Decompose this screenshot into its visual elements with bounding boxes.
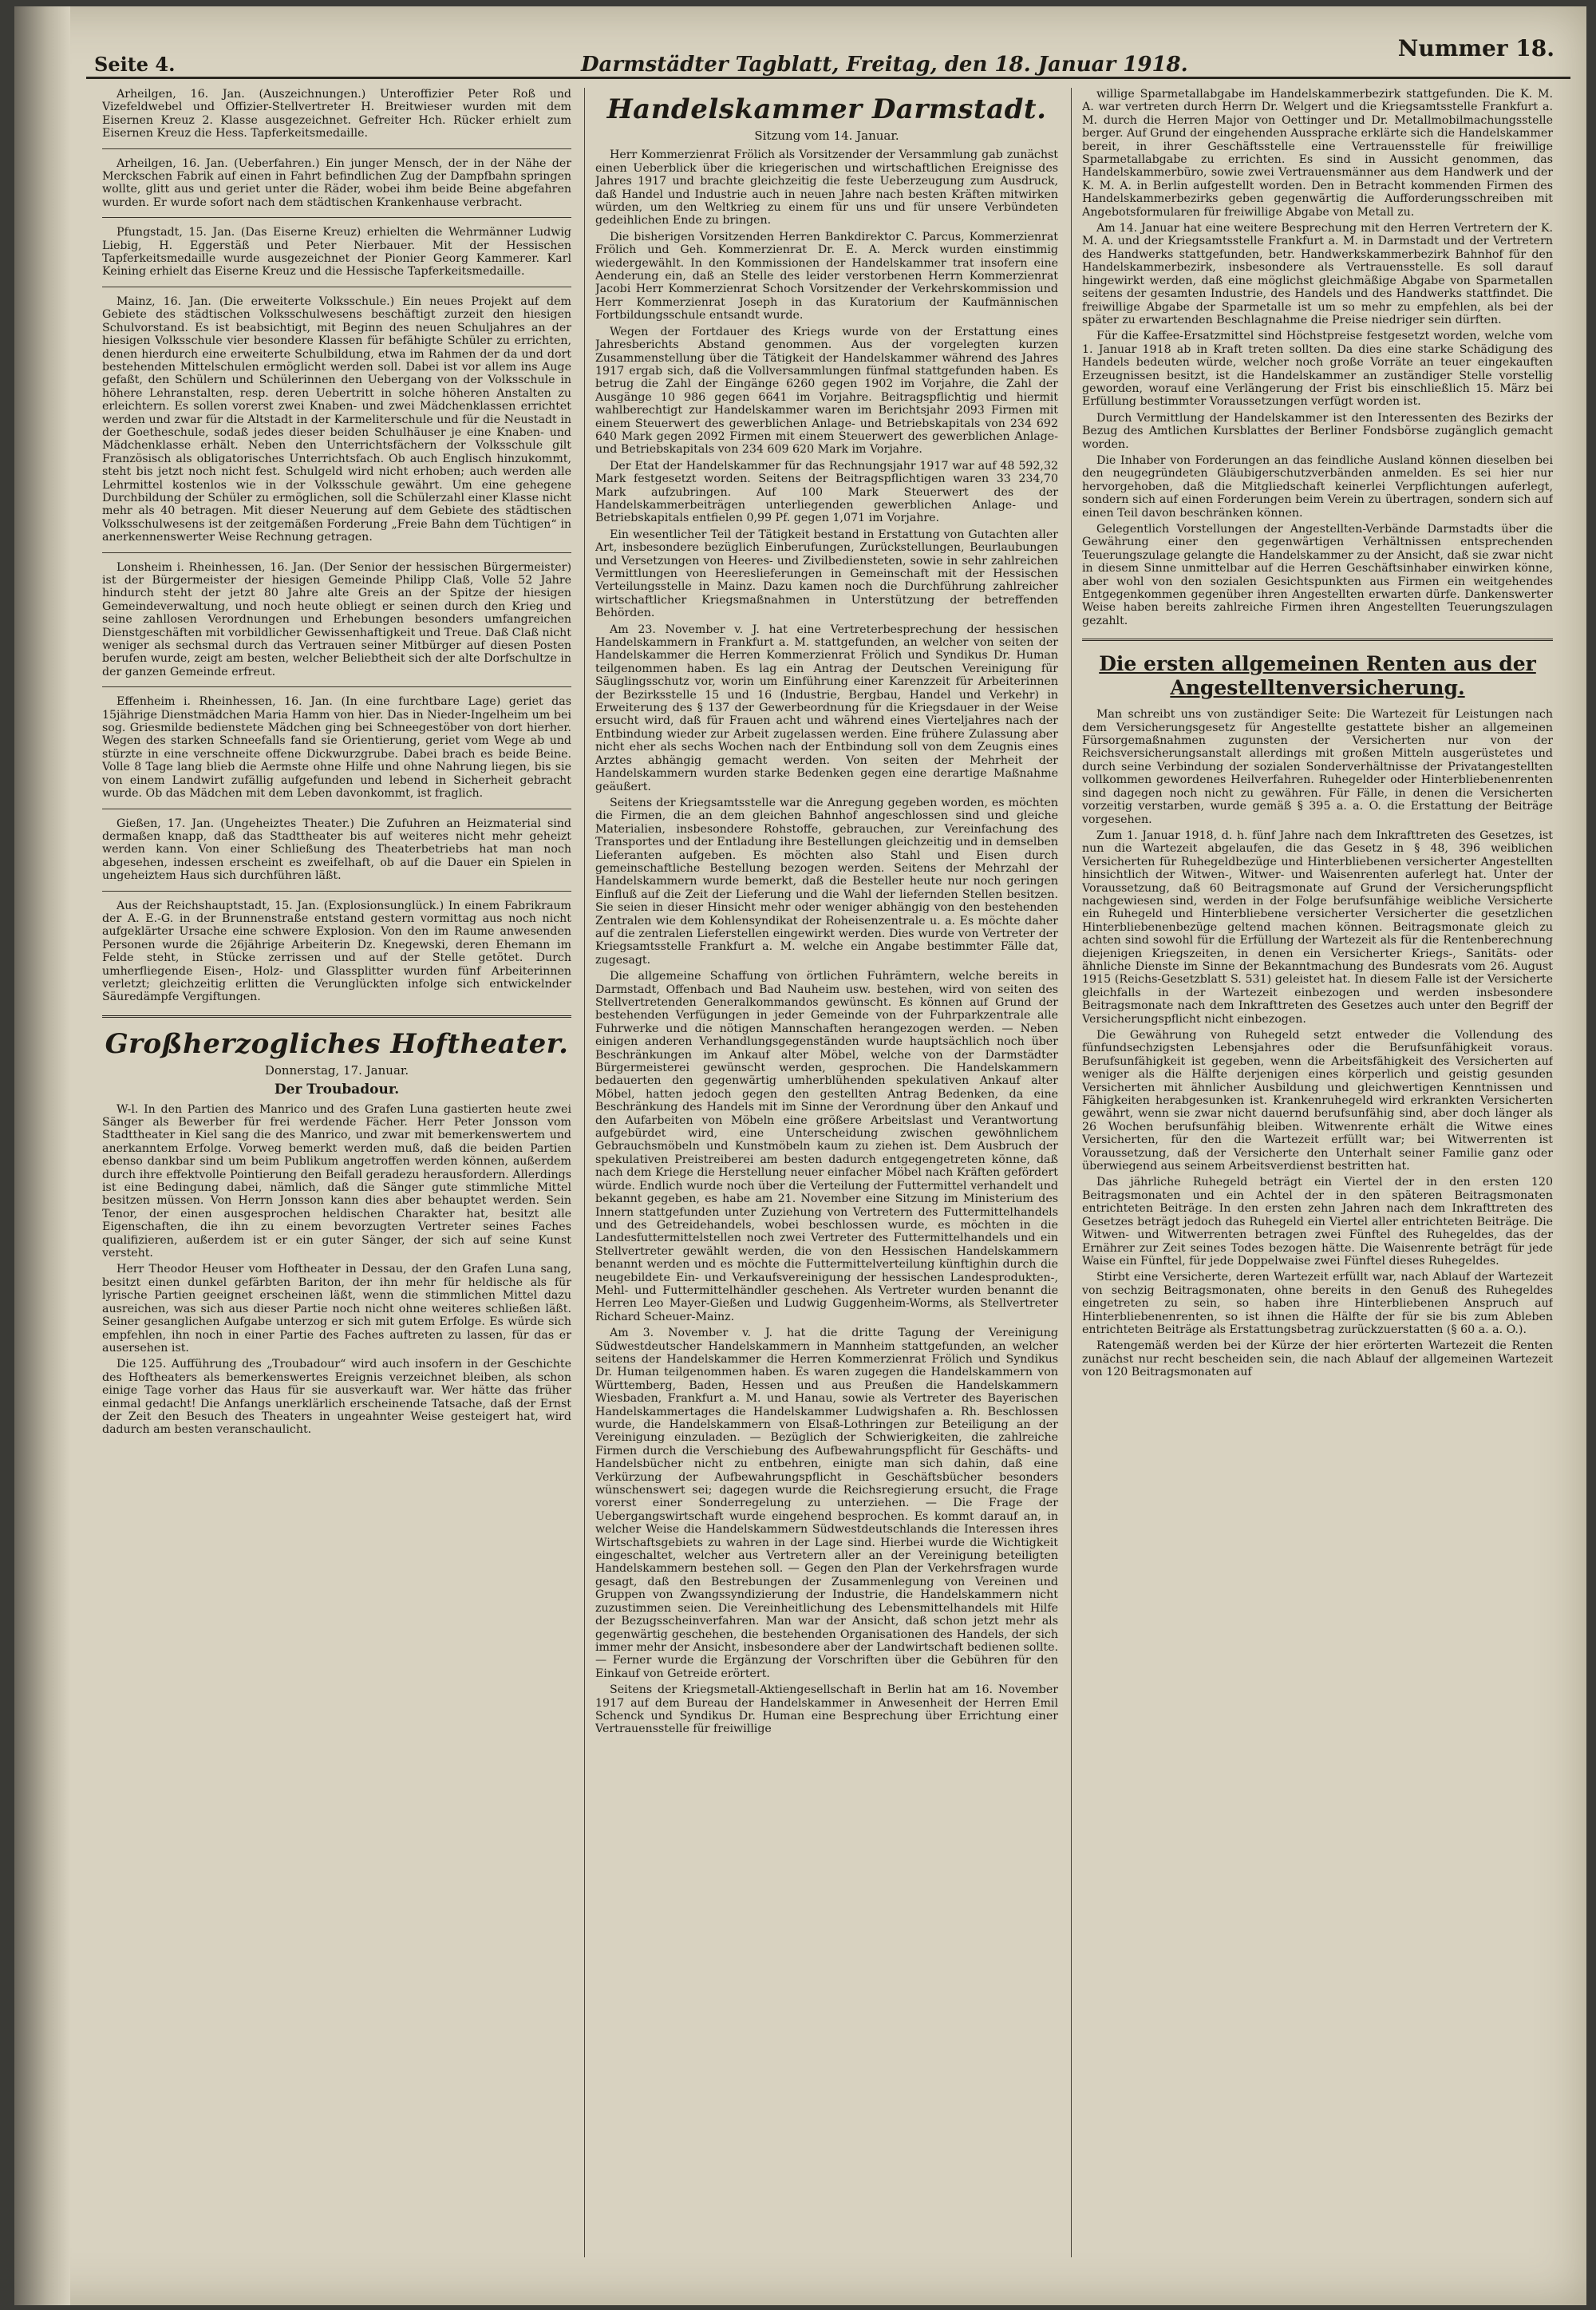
column-rule xyxy=(1071,88,1072,2257)
article-paragraph: willige Sparmetallabgabe im Handelskammerbezirk stattgefunden. Die K. M. A. war vertreten durch Herrn Dr. Welgert und die Kriegsamtsstelle Frankfurt a. M. durch die Herren Major von Oettinger und Dr. Metallmobilmachungsstelle berger. Auf Grund der eingehenden Aussprache erklärte sich die Handelskammer bereit, in ihrer Geschäftsstelle eine Vertrauensstelle für freiwillige Sparmetallabgabe zu errichten. Es sind in Aussicht genommen, das Handelskammerbüro, sowie zwei Vertrauensmänner aus dem Handwerk und der K. M. A. in Berlin aufgestellt worden. Den in Betracht kommenden Firmen des Handelskammerbezirks geben gegenwärtig die Aufforderungsschreiben mit Angebotsformularen für freiwillige Abgabe von Metall zu. xyxy=(1082,88,1553,219)
article-paragraph: Der Etat der Handelskammer für das Rechnungsjahr 1917 war auf 48 592,32 Mark festgesetzt worden. Seitens der Beitragspflichtigen waren 33 234,70 Mark aufzubringen. Auf 100 Mark Steuerwert des der Handelskammerbeiträgen unterliegenden gewerblichen Anlage- und Betriebskapitals entfielen 0,99 Pf. gegen 1,071 im Vorjahre. xyxy=(595,459,1058,525)
news-item: Pfungstadt, 15. Jan. (Das Eiserne Kreuz) erhielten die Wehrmänner Ludwig Liebig, H. Eggerstäß und Peter Nierbauer. Mit der Hessischen Tapferkeitsmedaille wurde ausgezeichnet der Pionier Georg Kammerer. Karl Keining erhielt das Eiserne Kreuz und die Hessische Tapferkeitsmedaille. xyxy=(102,226,571,279)
article-title: Die ersten allgemeinen Renten aus der Angestelltenversicherung. xyxy=(1099,652,1536,700)
article-paragraph: Die Gewährung von Ruhegeld setzt entweder die Vollendung des fünfundsechzigsten Lebensjahres oder die Berufsunfähigkeit voraus. Berufsunfähigkeit ist gegeben, wenn die Arbeitsfähigkeit des Versicherten auf weniger als die Hälfte derjenigen eines körperlich und geistig gesunden Versicherten mit ähnlicher Ausbildung und gleichwertigen Kenntnissen und Fähigkeiten herabgesunken ist. Krankenruhegeld wird erkrankten Versicherten gewährt, wenn sie zwar nicht dauernd berufsunfähig sind, aber doch länger als 26 Wochen berufsunfähig bleiben. Witwenrente erhält die Witwe eines Versicherten, für den die Wartezeit erfüllt war; bei Witwerrenten ist Voraussetzung, daß der Versicherte den Unterhalt seiner Familie ganz oder überwiegend aus seinem Arbeitsverdienst bestritten hat. xyxy=(1082,1029,1553,1173)
article-paragraph: Ratengemäß werden bei der Kürze der hier erörterten Wartezeit die Renten zunächst nur recht bescheiden sein, die nach Ablauf der allgemeinen Wartezeit von 120 Beitragsmonaten auf xyxy=(1082,1339,1553,1379)
divider xyxy=(102,552,571,553)
page-header xyxy=(86,29,1570,79)
section-title: Großherzogliches Hoftheater. xyxy=(105,1027,569,1060)
review-paragraph: Herr Theodor Heuser vom Hoftheater in Dessau, der den Grafen Luna sang, besitzt einen dunkel gefärbten Bariton, der ihn mehr für heldische als für lyrische Partien geeignet erscheinen läßt, wenn die stimmlichen Mittel dazu ausreichen, was sich aus dieser Partie noch nicht ohne weiteres schließen läßt. Seiner gesanglichen Aufgabe unterzog er sich mit gutem Erfolge. Es würde sich empfehlen, ihn noch in einer Partie des Faches auftreten zu lassen, für das er ausersehen ist. xyxy=(102,1263,571,1355)
article-paragraph: Wegen der Fortdauer des Kriegs wurde von der Erstattung eines Jahresberichts Abstand genommen. Aus der vorgelegten kurzen Zusammenstellung über die Tätigkeit der Handelskammer während des Jahres 1917 ergab sich, daß die Vollversammlungen fünfmal stattgefunden haben. Es betrug die Zahl der Eingänge 6260 gegen 1902 im Vorjahre, die Zahl der Ausgänge 10 986 gegen 6641 im Vorjahre. Beitragspflichtig und hiermit wahlberechtigt zur Handelskammer waren im Berichtsjahr 2093 Firmen mit einem Steuerwert des gewerblichen Anlage- und Betriebskapitals von 234 692 640 Mark gegen 2092 Firmen mit einem Steuerwert des gewerblichen Anlage- und Betriebskapitals von 234 609 620 Mark im Vorjahre. xyxy=(595,325,1058,457)
section-divider xyxy=(1082,639,1553,641)
review-paragraph: Die 125. Aufführung des „Troubadour“ wird auch insofern in der Geschichte des Hoftheaters als bemerkenswertes Ereignis verzeichnet bleiben, als schon einige Tage vorher das Haus für sie ausverkauft war. Wer hätte das früher einmal gedacht! Die Anfangs unerklärlich erscheinende Tatsache, daß der Ernst der Zeit den Besuch des Theaters in ungeahnter Weise gesteigert hat, wird dadurch am besten veranschaulicht. xyxy=(102,1358,571,1437)
column-rule xyxy=(584,88,585,2257)
issue-number: Nummer 18. xyxy=(1397,35,1555,61)
column-right xyxy=(1082,88,1553,2257)
column-left xyxy=(102,88,571,2257)
article-paragraph: Für die Kaffee-Ersatzmittel sind Höchstpreise festgesetzt worden, welche vom 1. Januar 1918 ab in Kraft treten sollten. Da dies eine starke Schädigung des Handels bedeuten würde, welcher noch große Vorräte an teuer eingekauften Erzeugnissen besitzt, ist die Handelskammer an zuständiger Stelle vorstellig geworden, worauf eine Verlängerung der Frist bis einschließlich 15. März bei Erfüllung bestimmter Voraussetzungen verfügt worden ist. xyxy=(1082,330,1553,409)
play-title: Der Troubadour. xyxy=(274,1082,400,1098)
news-item: Aus der Reichshauptstadt, 15. Jan. (Explosionsunglück.) In einem Fabrikraum der A. E.-G. in der Brunnenstraße entstand gestern vormittag aus noch nicht aufgeklärter Ursache eine schwere Explosion. Von den im Raume anwesenden Personen wurde die 26jährige Arbeiterin Dz. Knegewski, deren Ehemann im Felde steht, in Stücke zerrissen und auf der Stelle getötet. Durch umherfliegende Eisen-, Holz- und Glassplitter wurden fünf Arbeiterinnen verletzt; gleichzeitig erlitten die Verunglückten infolge sich entwickelnder Säuredämpfe Vergiftungen. xyxy=(102,899,571,1004)
article-paragraph: Am 14. Januar hat eine weitere Besprechung mit den Herren Vertretern der K. M. A. und der Kriegsamtsstelle Frankfurt a. M. in Darmstadt und der Vertretern des Handwerks stattgefunden, betr. Handwerkskammerbezirk Bahnhof für den Handelskammerbezirk, insbesondere als Vertrauensstelle. Es soll darauf hingewirkt werden, daß eine möglichst gleichmäßige Abgabe von Sparmetallen seitens der gesamten Industrie, des Handels und des Handwerks stattfindet. Die freiwillige Abgabe der Sparmetalle ist um so mehr zu empfehlen, als bei der später zu erwartenden Beschlagnahme die Preise niedriger sein dürften. xyxy=(1082,222,1553,326)
masthead: Darmstädter Tagblatt, Freitag, den 18. Januar 1918. xyxy=(581,53,1188,77)
article-paragraph: Zum 1. Januar 1918, d. h. fünf Jahre nach dem Inkrafttreten des Gesetzes, ist nun die Wartezeit abgelaufen, die das Gesetz in § 48, 396 weiblichen Versicherten für Ruhegeldbezüge und Hinterbliebenen versicherter Angestellten hinsichtlich der Witwen-, Witwer- und Waisenrenten auferlegt hat. Unter der Voraussetzung, daß 60 Beitragsmonate auf Grund der Versicherungspflicht nachgewiesen sind, werden in der Folge berufsunfähige weibliche Versicherte ein Ruhegeld und Hinterbliebene versicherter Versicherter die gesetzlichen Hinterbliebenenbezüge geltend machen können. Beitragsmonate gleich zu achten sind sowohl für die Erfüllung der Wartezeit als für die Rentenberechnung diejenigen Kriegszeiten, in denen ein Versicherter Kriegs-, Sanitäts- oder ähnliche Dienste im Sinne der Bekanntmachung des Bundesrats vom 26. August 1915 (Reichs-Gesetzblatt S. 531) geleistet hat. In diesem Falle ist der Versicherte gleichfalls in der Wartezeit einbezogen und werden insbesondere Beitragsmonate nach dem Inkrafttreten des Gesetzes auch unter den Begriff der Versicherungspflicht nicht einbezogen. xyxy=(1082,829,1553,1026)
section-divider xyxy=(102,1015,571,1018)
column-middle xyxy=(595,88,1058,2257)
binding-spine xyxy=(14,6,70,2305)
divider xyxy=(102,891,571,892)
newspaper-page xyxy=(14,6,1586,2305)
article-paragraph: Man schreibt uns von zuständiger Seite: Die Wartezeit für Leistungen nach dem Versicherungsgesetz für Angestellte gestattete bisher an allgemeinen Fürsorgemaßnahmen zugunsten der Versicherten nur von der Reichsversicherungsanstalt allerdings mit großen Mitteln ausgerüstetes und durch seine Verbindung der sozialen Sonderverhältnisse der Privatangestellten vollkommen gewordenes Heilverfahren. Ruhegelder oder Hinterbliebenenrenten sind dagegen noch nicht zu gewähren. Für Fälle, in denen die Versicherten vorzeitig verstarben, wurde gemäß § 395 a. a. O. die Erstattung der Beiträge vorgesehen. xyxy=(1082,708,1553,826)
news-item: Gießen, 17. Jan. (Ungeheiztes Theater.) Die Zufuhren an Heizmaterial sind dermaßen knapp, daß das Stadttheater bis auf weiteres nicht mehr geheizt werden kann. Von einer Schließung des Theaterbetriebs hat man noch abgesehen, indessen erscheint es zweifelhaft, ob auf die Dauer ein Spielen in ungeheiztem Haus sich durchführen läßt. xyxy=(102,817,571,883)
divider xyxy=(102,148,571,149)
page-number: Seite 4. xyxy=(94,53,176,76)
article-paragraph: Ein wesentlicher Teil der Tätigkeit bestand in Erstattung von Gutachten aller Art, insbesondere bezüglich Einberufungen, Zurückstellungen, Beurlaubungen und Versetzungen von Heeres- und Zivilbediensteten, sowie in sehr zahlreichen Vermittlungen von Heereslieferungen in Gemeinschaft mit der Hessischen Verteilungsstelle in Mainz. Dazu kamen noch die Durchführung zahlreicher wirtschaftlicher Kriegsmaßnahmen in Unterstützung der betreffenden Behörden. xyxy=(595,528,1058,620)
article-paragraph: Gelegentlich Vorstellungen der Angestellten-Verbände Darmstadts über die Gewährung einer den gegenwärtigen Verhältnissen entsprechenden Teuerungszulage gelangte die Handelskammer zu der Ansicht, daß sie zwar nicht in diesem Sinne unmittelbar auf die Herren Geschäftsinhaber einwirken könne, aber wohl von den sozialen Gesichtspunkten aus Firmen ein weitgehendes Entgegenkommen gegenüber ihren Angestellten erwarten dürfe. Dankenswerter Weise haben bereits zahlreiche Firmen ihren Angestellten Teuerungszulagen gezahlt. xyxy=(1082,523,1553,627)
article-paragraph: Seitens der Kriegsamtsstelle war die Anregung gegeben worden, es möchten die Firmen, die an dem gleichen Bahnhof angeschlossen sind und gleiche Materialien, insbesondere Rohstoffe, gebrauchen, zur Vereinfachung des Transportes und der Entladung ihre Bestellungen gleichzeitig und in demselben Lieferanten aufgeben. Es möchten also Stahl und Eisen durch gemeinschaftliche Bestellung bezogen werden. Seitens der Mehrzahl der Handelskammern wurde bemerkt, daß die Besteller heute nur noch geringen Einfluß auf die Zeit der Lieferung und die Wahl der liefernden Stellen besitzen. Sie seien in dieser Hinsicht mehr oder weniger abhängig von den bestehenden Zentralen wie dem Kohlensyndikat der Roheisenzentrale u. a. Es möchte daher auf die zentralen Lieferstellen eingewirkt werden. Dies wurde von Vertreter der Kriegsamtsstelle Frankfurt a. M. welche ein Angabe bestimmter Fälle dat, zugesagt. xyxy=(595,796,1058,967)
article-paragraph: Die bisherigen Vorsitzenden Herren Bankdirektor C. Parcus, Kommerzienrat Frölich und Geh. Kommerzienrat Dr. E. A. Merck wurden einstimmig wiedergewählt. In den Kommissionen der Handelskammer trat insofern eine Aenderung ein, daß an Stelle des leider verstorbenen Herrn Kommerzienrat Jacobi Herr Kommerzienrat Schoch Vorsitzender der Verkehrskommission und Herr Kommerzienrat Joseph in das Kuratorium der Kaufmännischen Fortbildungsschule entsandt wurde. xyxy=(595,230,1058,322)
news-item: Arheilgen, 16. Jan. (Auszeichnungen.) Unteroffizier Peter Roß und Vizefeldwebel und Offizier-Stellvertreter H. Breitwieser wurden mit dem Eisernen Kreuz 2. Klasse ausgezeichnet. Gefreiter Hch. Rücker erhielt zum Eisernen Kreuz die Hess. Tapferkeitsmedaille. xyxy=(102,88,571,140)
article-paragraph: Stirbt eine Versicherte, deren Wartezeit erfüllt war, nach Ablauf der Wartezeit von sechzig Beitragsmonaten, ohne bereits in den Genuß des Ruhegeldes eingetreten zu sein, so haben ihre Hinterbliebenen Anspruch auf Hinterbliebenenrenten, so ist ihnen die Hälfte der für sie bis zum Ableben entrichteten Beiträge als Erstattungsbetrag zurückzuerstatten (§ 60 a. a. O.). xyxy=(1082,1271,1553,1336)
divider xyxy=(102,686,571,687)
news-item: Mainz, 16. Jan. (Die erweiterte Volksschule.) Ein neues Projekt auf dem Gebiete des städtischen Volksschulwesens beschäftigt zurzeit den hiesigen Schulvorstand. Es ist beabsichtigt, mit Beginn des neuen Schuljahres an der hiesigen Volksschule vier besondere Klassen für befähigte Schüler zu errichten, denen hierdurch eine erweiterte Schulbildung, etwa im Rahmen der da und dort bestehenden Mittelschulen ermöglicht werden soll. Dabei ist vor allem ins Auge gefaßt, den Schülern und Schülerinnen den Uebergang von der Volksschule in höhere Lehranstalten, resp. deren Uebertritt in solche höheren Anstalten zu erleichtern. Es sollen vorerst zwei Knaben- und zwei Mädchenklassen errichtet werden und zwar für die Altstadt in der Karmeliterschule und für die Neustadt in der Goetheschule, sodaß jedes dieser beiden Schulhäuser je eine Knaben- und Mädchenklasse erhält. Neben den Unterrichtsfächern der Volksschule gilt Französisch als obligatorisches Unterrichtsfach. Ob auch Englisch hinzukommt, steht bis jetzt noch nicht fest. Schulgeld wird nicht erhoben; auch werden alle Lehrmittel kostenlos wie in der Volksschule gewährt. Um eine gehegene Durchbildung der Schüler zu ermöglichen, soll die Schülerzahl einer Klasse nicht mehr als 40 betragen. Mit dieser Neuerung auf dem Gebiete des städtischen Volksschulwesens ist der zeitgemäßen Forderung „Freie Bahn dem Tüchtigen“ in anerkennenswerter Weise Rechnung getragen. xyxy=(102,295,571,544)
news-item: Effenheim i. Rheinhessen, 16. Jan. (In eine furchtbare Lage) geriet das 15jährige Dienstmädchen Maria Hamm von hier. Das in Nieder-Ingelheim um bei sog. Griesmilde bedienstete Mädchen ging bei Schneegestöber von dort hierher. Wegen des starken Schneefalls fand sie Orientierung, geriet vom Wege ab und stürzte in eine verschneite offene Dickwurzgrube. Dabei brach es beide Beine. Volle 8 Tage lang blieb die Aermste ohne Hilfe und ohne Nahrung liegen, bis sie von einem Landwirt zufällig aufgefunden und lebend in Sicherheit gebracht wurde. Ob das Mädchen mit dem Leben davonkommt, ist fraglich. xyxy=(102,695,571,801)
section-date: Donnerstag, 17. Januar. xyxy=(264,1062,409,1078)
article-paragraph: Am 23. November v. J. hat eine Vertreterbesprechung der hessischen Handelskammern in Frankfurt a. M. stattgefunden, an welcher von seiten der Handelskammer die Herren Kommerzienrat Frölich und Syndikus Dr. Human teilgenommen haben. Es lag ein Antrag der Deutschen Vereinigung für Säuglingsschutz vor, worin um Einführung einer Karenzzeit für Arbeiterinnen der Bezirksstelle 15 und 16 (Industrie, Bergbau, Handel und Verkehr) in Erweiterung des § 137 der Gewerbeordnung für die Kriegsdauer in der Weise ersucht wird, daß für Frauen acht und während eines Vierteljahres nach der Entbindung wieder zur Arbeit zugelassen werden. Eine frühere Zulassung aber nicht eher als sechs Wochen nach der Entbindung soll von dem Zeugnis eines Arztes abhängig gemacht werden. Von seiten der Mehrheit der Handelskammern wurden starke Bedenken gegen eine derartige Maßnahme geäußert. xyxy=(595,623,1058,793)
article-paragraph: Die Inhaber von Forderungen an das feindliche Ausland können dieselben bei den neugegründeten Gläubigerschutzverbänden anmelden. Es sei hier nur hervorgehoben, daß die Mitgliedschaft keinerlei Verpflichtungen auferlegt, sondern sich auf einen Forderungen beim Verein zu übertragen, sondern sich auf einen Teil davon beschränken können. xyxy=(1082,453,1553,520)
article-paragraph: Die allgemeine Schaffung von örtlichen Fuhrämtern, welche bereits in Darmstadt, Offenbach und Bad Nauheim usw. bestehen, wird von seiten des Stellvertretenden Generalkommandos gewünscht. Es können auf Grund der bestehenden Verfügungen in jeder Gemeinde von der Fuhrparkzentrale alle Fuhrwerke und die nötigen Mannschaften herangezogen werden. — Neben einigen anderen Verhandlungsgegenständen wurde hauptsächlich noch über Beschränkungen im Ankauf alter Möbel, welche von der Darmstädter Bürgermeisterei gewünscht werden, gesprochen. Die Handelskammern bedauerten den gegenwärtig umherblühenden spekulativen Ankauf alter Möbel, hatten jedoch gegen den gestellten Antrag Bedenken, da eine Beschränkung des Handels mit im Sinne der Verordnung über den Ankauf und den Aufarbeiten von Möbeln eine größere Arbeitslast und Verantwortung aufgebürdet wird, eine Unterscheidung zwischen gewöhnlichem Gebrauchsmöbeln und Kunstmöbeln kaum zu ziehen ist. Dem Ausbruch der spekulativen Preistreiberei am besten dadurch entgegengetreten könne, daß nach dem Kriege die Herstellung neuer einfacher Möbel nach Kräften gefördert würde. Endlich wurde noch über die Verteilung der Futtermittel verhandelt und bekannt gegeben, es habe am 21. November eine Sitzung im Ministerium des Innern stattgefunden unter Zuziehung von Vertretern des Futtermittelhandels und des Getreidehandels, wobei beschlossen wurde, es möchten in die Landesfuttermittelstellen noch zwei Vertreter des Futtermittelhandels und ein Stellvertreter gewählt werden, die von den Hessischen Handelskammern benannt werden und es möchte die Futtermittelverteilung künftighin durch die neugebildete Ein- und Verkaufsvereinigung der hessischen Landesprodukten-, Mehl- und Futtermittelhändler geschehen. Als Vertreter wurden benannt die Herren Leo Mayer-Gießen und Ludwig Guggenheim-Worms, als Stellvertreter Richard Scheuer-Mainz. xyxy=(595,970,1058,1323)
article-paragraph: Am 3. November v. J. hat die dritte Tagung der Vereinigung Südwestdeutscher Handelskammern in Mannheim stattgefunden, an welcher seitens der Handelskammer die Herren Kommerzienrat Frölich und Syndikus Dr. Human teilgenommen haben. Es waren zugegen die Handelskammern von Württemberg, Baden, Hessen und aus Preußen die Handelskammern Wiesbaden, Frankfurt a. M. und Hanau, sowie als Vertreter des Bayerischen Handelskammertages die Handelskammer Ludwigshafen a. Rh. Beschlossen wurde, die Handelskammern von Elsaß-Lothringen zur Beteiligung an der Vereinigung einzuladen. — Bezüglich der Schwierigkeiten, die zahlreiche Firmen durch die Verschiebung des Aufbewahrungspflicht für Geschäfts- und Handelsbücher nicht zu entbehren, einigte man sich dahin, daß eine Verkürzung der Aufbewahrungspflicht in Geschäftsbücher besonders wünschenswert sei; dagegen wurde die Reichsregierung ersucht, die Frage vorerst einer Sonderregelung zu unterziehen. — Die Frage der Uebergangswirtschaft wurde eingehend besprochen. Es kommt darauf an, in welcher Weise die Handelskammern Südwestdeutschlands die Interessen ihres Wirtschaftsgebiets zu wahren in der Lage sind. Hierbei wurde die Wichtigkeit eingeschaltet, welcher aus Vertretern aller an der Vereinigung beteiligten Handelskammern bestehen soll. — Gegen den Plan der Verkehrsfragen wurde gesagt, daß den Bestrebungen der Zusammenlegung von Vereinen und Gruppen von Zwangssyndizierung der Industrie, die Handelskammern nicht zuzustimmen seien. Die Vereinheitlichung des Lebensmittelhandels mit Hilfe der Bezugsscheinverfahren. Man war der Ansicht, daß schon jetzt mehr als gegenwärtig geschehen, die bestehenden Organisationen des Handels, der sich immer mehr der Ansicht, insbesondere aber der Landwirtschaft bedienen sollte. — Ferner wurde die Ergänzung der Vorschriften über die Gebühren für den Einkauf von Getreide erörtert. xyxy=(595,1327,1058,1680)
article-paragraph: Herr Kommerzienrat Frölich als Vorsitzender der Versammlung gab zunächst einen Ueberblick über die kriegerischen und wirtschaftlichen Ereignisse des Jahres 1917 und brachte gleichzeitig die feste Ueberzeugung zum Ausdruck, daß Handel und Industrie auch in neuen Jahre nach besten Kräften mitwirken würden, um den Weltkrieg zu einem für uns und für unsere Verbündeten gedeihlichen Ende zu bringen. xyxy=(595,148,1058,227)
article-title: Handelskammer Darmstadt. xyxy=(606,93,1047,125)
article-meta: Sitzung vom 14. Januar. xyxy=(754,129,899,143)
divider xyxy=(102,217,571,218)
article-paragraph: Durch Vermittlung der Handelskammer ist den Interessenten des Bezirks der Bezug des Amtlichen Kursblattes der Berliner Fondsbörse zugänglich gemacht worden. xyxy=(1082,411,1553,451)
news-item: Arheilgen, 16. Jan. (Ueberfahren.) Ein junger Mensch, der in der Nähe der Merckschen Fabrik auf einen in Fahrt befindlichen Zug der Dampfbahn springen wollte, glitt aus und geriet unter die Räder, wobei ihm beide Beine abgefahren wurden. Er wurde sofort nach dem städtischen Krankenhause verbracht. xyxy=(102,156,571,209)
news-item: Lonsheim i. Rheinhessen, 16. Jan. (Der Senior der hessischen Bürgermeister) ist der Bürgermeister der hiesigen Gemeinde Philipp Claß, Volle 52 Jahre hindurch steht der jetzt 80 Jahre alte Greis an der Spitze der hiesigen Gemeindeverwaltung, und noch heute obliegt er seinen durch den Krieg und seine zahllosen Verordnungen und Erhebungen besonders umfangreichen Dienstgeschäften mit vorbildlicher Gewissenhaftigkeit und Treue. Daß Claß nicht weniger als sechsmal durch das Vertrauen seiner Mitbürger auf diesen Posten berufen wurde, zeigt am besten, welcher Beliebtheit sich der alte Dorfschultze in der ganzen Gemeinde erfreut. xyxy=(102,560,571,678)
article-paragraph: Das jährliche Ruhegeld beträgt ein Viertel der in den ersten 120 Beitragsmonaten und ein Achtel der in den späteren Beitragsmonaten entrichteten Beiträge. In den ersten zehn Jahren nach dem Inkrafttreten des Gesetzes beträgt jedoch das Ruhegeld ein Viertel aller entrichteten Beiträge. Die Witwen- und Witwerrenten betragen zwei Fünftel des Ruhegeldes, das der Ernährer zur Zeit seines Todes bezogen hätte. Die Waisenrente beträgt für jede Waise ein Fünftel, für jede Doppelwaise zwei Fünftel dieses Ruhegeldes. xyxy=(1082,1176,1553,1268)
article-paragraph: Seitens der Kriegsmetall-Aktiengesellschaft in Berlin hat am 16. November 1917 auf dem Bureau der Handelskammer in Anwesenheit der Herren Emil Schenck und Syndikus Dr. Human eine Besprechung über Errichtung einer Vertrauensstelle für freiwillige xyxy=(595,1683,1058,1736)
review-paragraph: W-l. In den Partien des Manrico und des Grafen Luna gastierten heute zwei Sänger als Bewerber für frei werdende Fächer. Herr Peter Jonsson vom Stadttheater in Kiel sang die des Manrico, und zwar mit bemerkenswertem und anerkanntem Erfolge. Vorweg bemerkt werden muß, daß die beiden Partien ebenso dankbar sind um beim Publikum angetroffen werden können, außerdem durch ihre effektvolle Pointierung den Beifall geradezu herausfordern. Allerdings ist eine Bedingung dabei, nämlich, daß die Sänger gute stimmliche Mittel besitzen müssen. Von Herrn Jonsson kann dies aber behauptet werden. Sein Tenor, der einen ausgesprochen heldischen Charakter hat, besitzt alle Eigenschaften, die ihn zu einem bevorzugten Vertreter seines Faches qualifizieren, außerdem ist er ein guter Sänger, der sich auf seine Kunst versteht. xyxy=(102,1102,571,1260)
